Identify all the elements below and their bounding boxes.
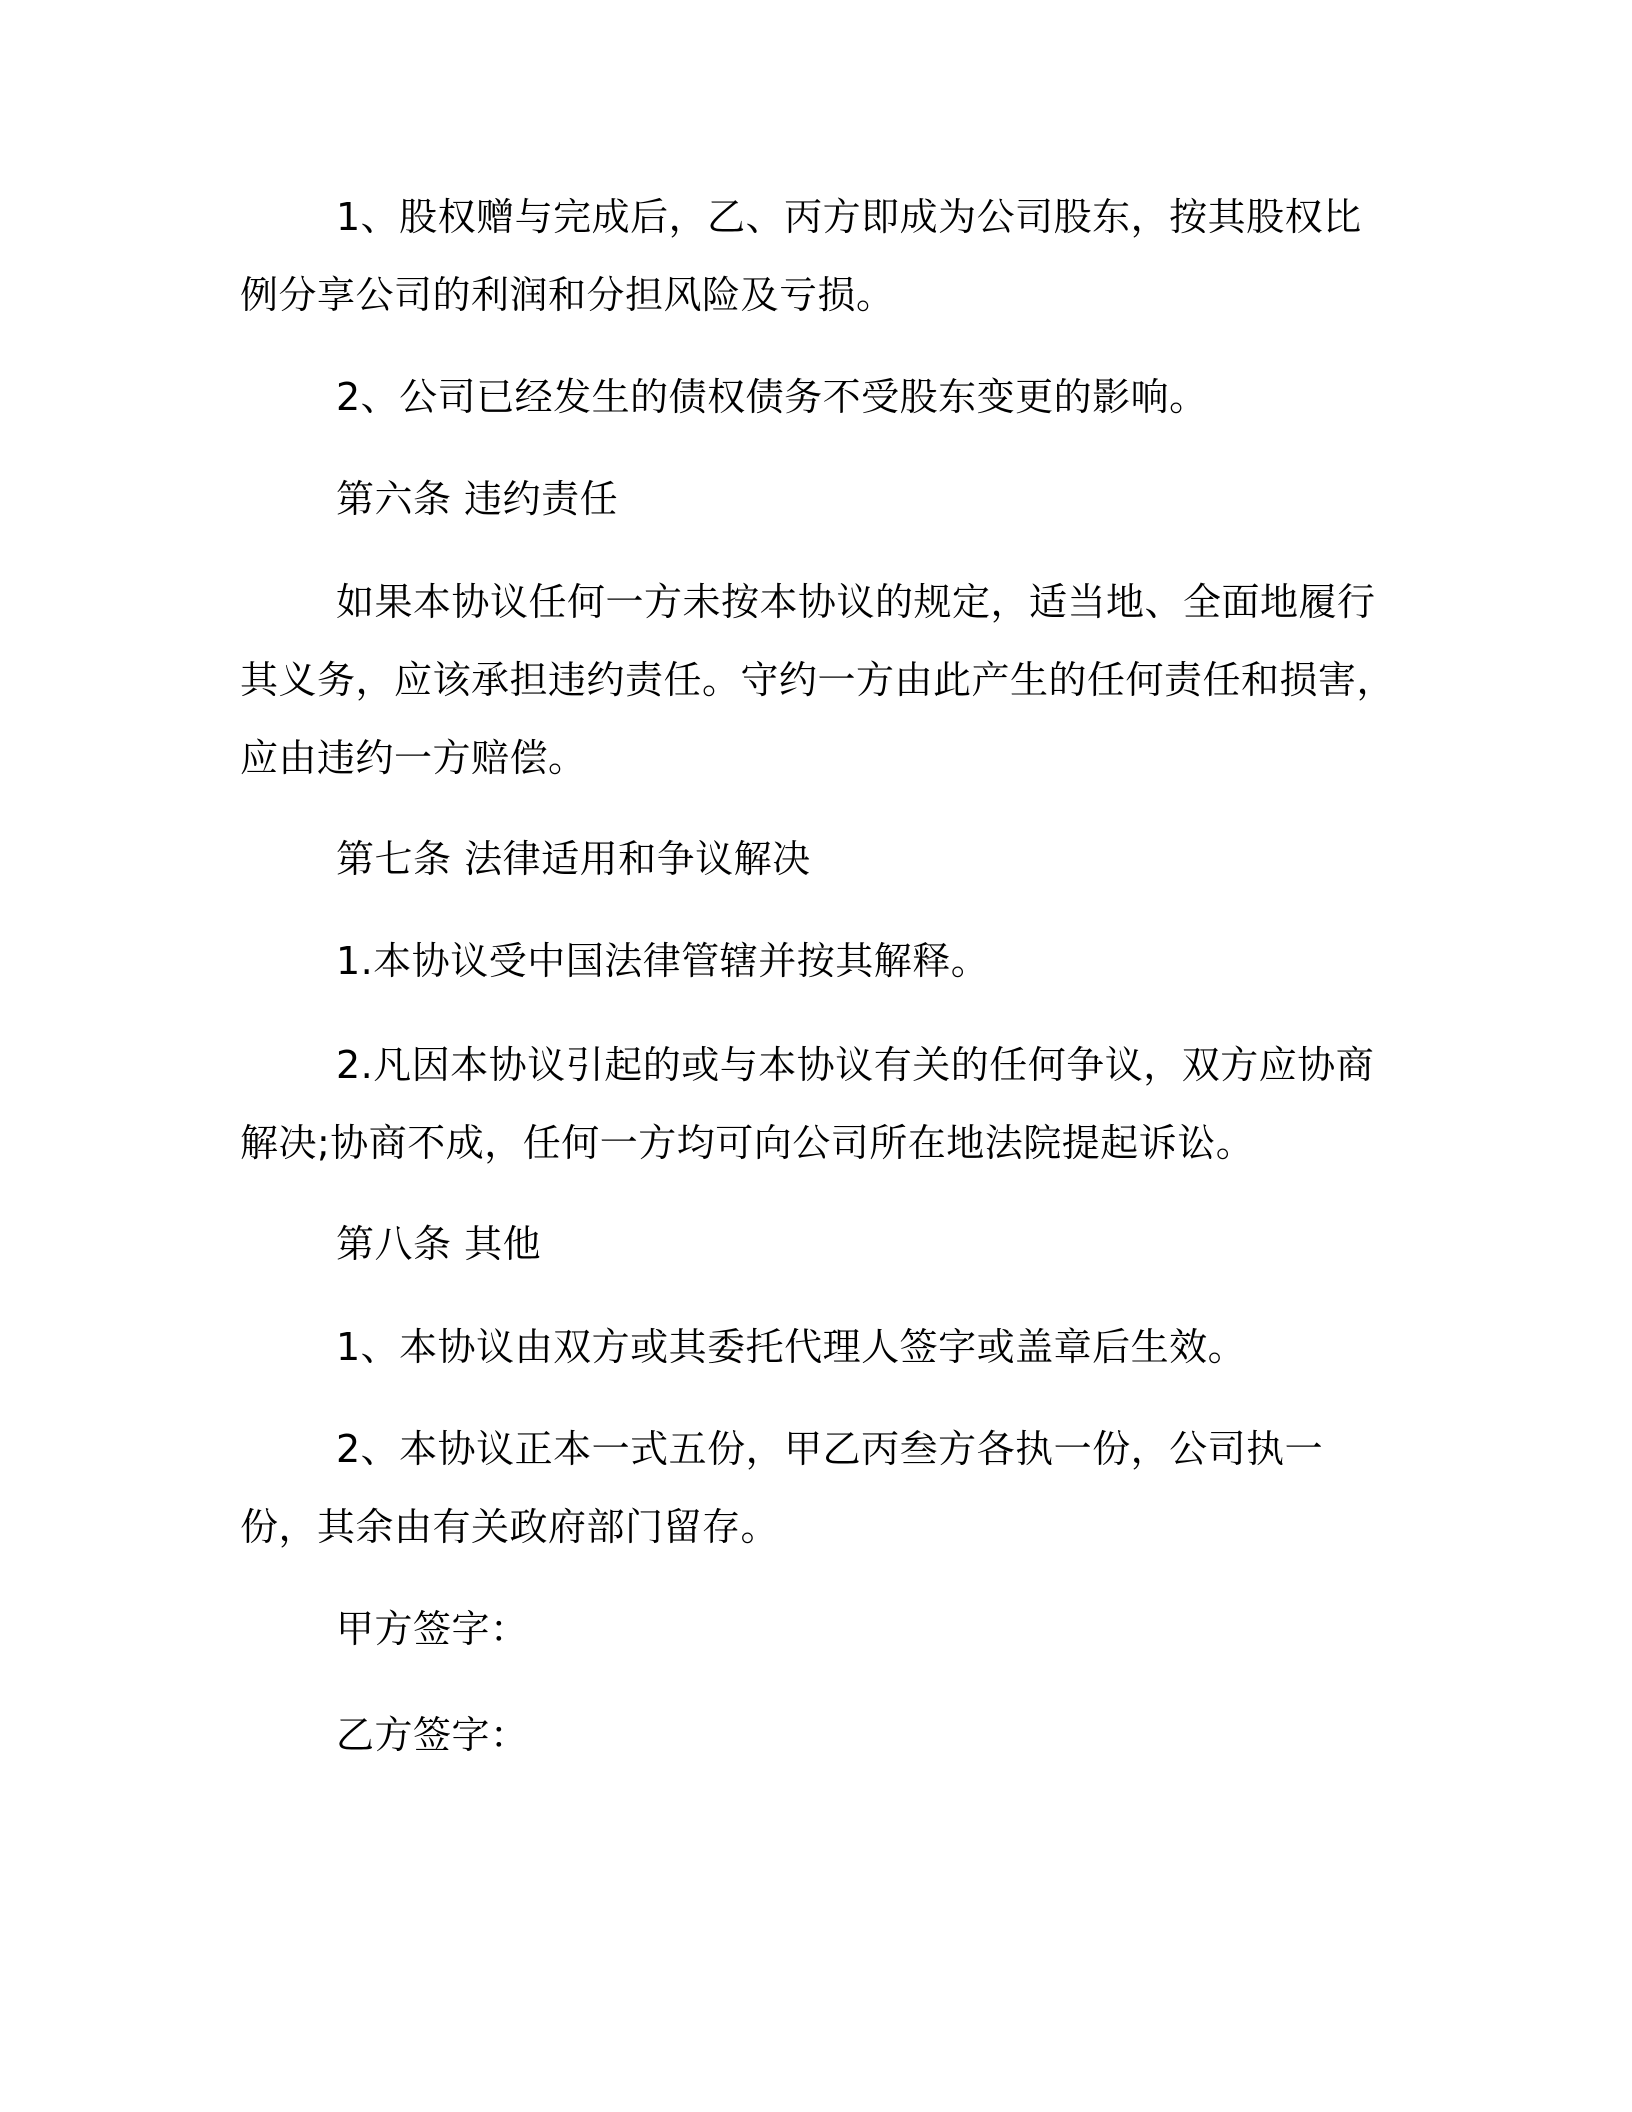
article-7-item-1: 1.本协议受中国法律管辖并按其解释。 (336, 939, 990, 983)
article-6-heading: 第六条 违约责任 (336, 477, 619, 521)
clause-5-item-1: 1、股权赠与完成后，乙、丙方即成为公司股东，按其股权比例分享公司的利润和分担风险及亏损。 (240, 195, 1362, 317)
party-a-signature-label: 甲方签字： (336, 1607, 529, 1651)
party-b-signature-label: 乙方签字： (336, 1713, 529, 1757)
article-6-text: 如果本协议任何一方未按本协议的规定，适当地、全面地履行其义务，应该承担违约责任。守约一方由此产生的任何责任和损害，应由违约一方赔偿。 (240, 580, 1396, 780)
article-8-heading: 第八条 其他 (336, 1222, 542, 1266)
article-7-item-2: 2.凡因本协议引起的或与本协议有关的任何争议，双方应协商解决;协商不成，任何一方均可向公司所在地法院提起诉讼。 (240, 1043, 1375, 1165)
article-8-item-2: 2、本协议正本一式五份，甲乙丙叁方各执一份，公司执一份，其余由有关政府部门留存。 (240, 1427, 1324, 1549)
clause-5-item-2: 2、公司已经发生的债权债务不受股东变更的影响。 (336, 375, 1208, 419)
article-8-item-1: 1、本协议由双方或其委托代理人签字或盖章后生效。 (336, 1325, 1247, 1369)
article-7-heading: 第七条 法律适用和争议解决 (336, 837, 811, 881)
